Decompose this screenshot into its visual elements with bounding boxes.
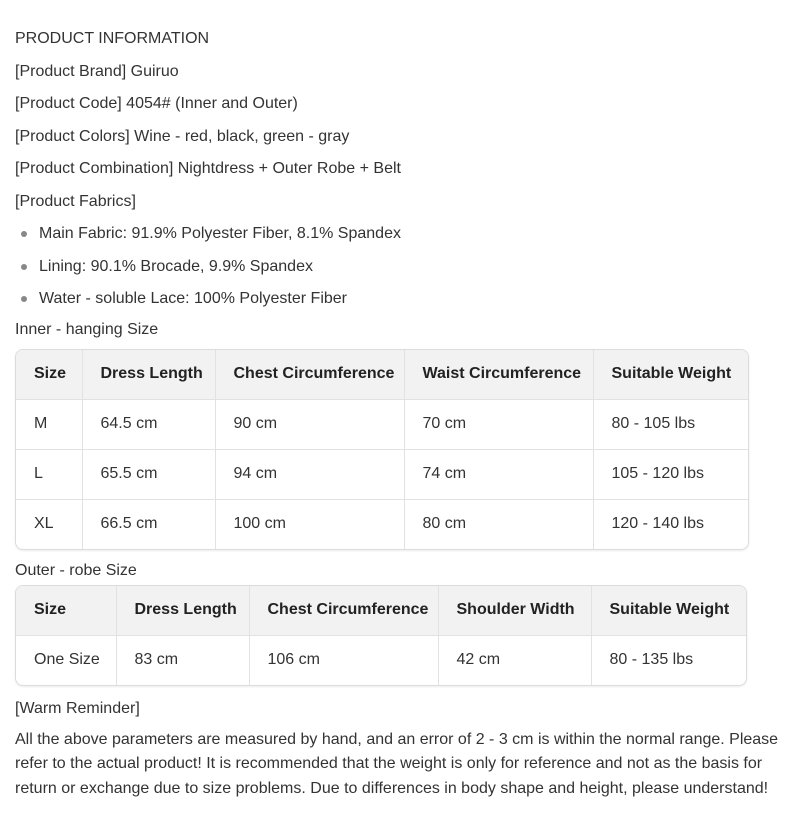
product-brand: [Product Brand] Guiruo xyxy=(15,62,179,80)
table-row xyxy=(16,449,748,499)
outer-table-caption: Outer - robe Size xyxy=(15,561,137,579)
table-row xyxy=(16,635,746,685)
table-cell: 105 - 120 lbs xyxy=(593,449,748,499)
table-cell: One Size xyxy=(16,635,116,685)
inner-table-caption: Inner - hanging Size xyxy=(15,320,159,338)
column-header: Suitable Weight xyxy=(591,586,746,636)
list-item xyxy=(15,221,785,254)
table-cell: 64.5 cm xyxy=(82,399,215,449)
table-cell: 120 - 140 lbs xyxy=(611,515,705,532)
bullet-icon xyxy=(21,264,27,270)
column-header: Chest Circumference xyxy=(249,586,438,636)
table-cell: 83 cm xyxy=(116,635,249,685)
column-header: Dress Length xyxy=(82,350,215,400)
product-code: [Product Code] 4054# (Inner and Outer) xyxy=(15,95,298,112)
inner-size-table xyxy=(16,350,748,549)
table-cell: 65.5 cm xyxy=(82,449,215,499)
table-cell: 94 cm xyxy=(215,449,404,499)
table-cell: XL xyxy=(16,499,82,549)
fabric-text: Main Fabric: 91.9% Polyester Fiber, 8.1% Spandex xyxy=(39,225,401,242)
fabrics-list xyxy=(15,221,785,319)
warm-reminder-title: [Warm Reminder] xyxy=(15,699,140,717)
outer-size-table xyxy=(16,586,746,685)
table-row xyxy=(16,499,748,549)
column-header: Size xyxy=(16,350,82,400)
table-cell: 42 cm xyxy=(438,635,591,685)
list-item xyxy=(15,286,785,319)
table-cell: L xyxy=(16,449,82,499)
table-cell: 74 cm xyxy=(404,449,593,499)
table-header-row xyxy=(16,350,748,400)
page-heading: PRODUCT INFORMATION xyxy=(15,30,210,47)
table-cell: 100 cm xyxy=(215,499,404,549)
product-combination: [Product Combination] Nightdress + Outer Robe + Belt xyxy=(15,160,401,177)
table-header-row xyxy=(16,586,746,636)
outer-size-table-container xyxy=(15,585,747,686)
bullet-icon xyxy=(21,231,27,237)
table-cell: 70 cm xyxy=(404,399,593,449)
table-cell: M xyxy=(16,399,82,449)
table-cell: 106 cm xyxy=(249,635,438,685)
table-cell: 66.5 cm xyxy=(82,499,215,549)
column-header: Suitable Weight xyxy=(593,350,748,400)
table-cell: 90 cm xyxy=(215,399,404,449)
table-cell: 80 - 105 lbs xyxy=(593,399,748,449)
bullet-icon xyxy=(21,296,27,302)
column-header: Dress Length xyxy=(116,586,249,636)
product-colors: [Product Colors] Wine - red, black, green - gray xyxy=(15,127,350,145)
product-fabrics-title: [Product Fabrics] xyxy=(15,192,136,210)
table-cell: 80 - 135 lbs xyxy=(609,651,694,668)
list-item xyxy=(15,254,785,287)
fabric-text: Water - soluble Lace: 100% Polyester Fiber xyxy=(39,290,347,307)
fabric-text: Lining: 90.1% Brocade, 9.9% Spandex xyxy=(39,257,313,275)
column-header: Shoulder Width xyxy=(438,586,591,636)
column-header: Waist Circumference xyxy=(404,350,593,400)
inner-size-table-container xyxy=(15,349,749,550)
table-row xyxy=(16,399,748,449)
column-header: Chest Circumference xyxy=(215,350,404,400)
column-header: Size xyxy=(16,586,116,636)
warm-reminder-text: All the above parameters are measured by hand, and an error of 2 - 3 cm is within the normal range. Please refer to the actual product! It is recommended that the weight is only for reference and not as the basis for return or exchange due to size problems. Due to differences in body shape and height, please understand! xyxy=(15,730,779,797)
table-cell: 80 cm xyxy=(404,499,593,549)
